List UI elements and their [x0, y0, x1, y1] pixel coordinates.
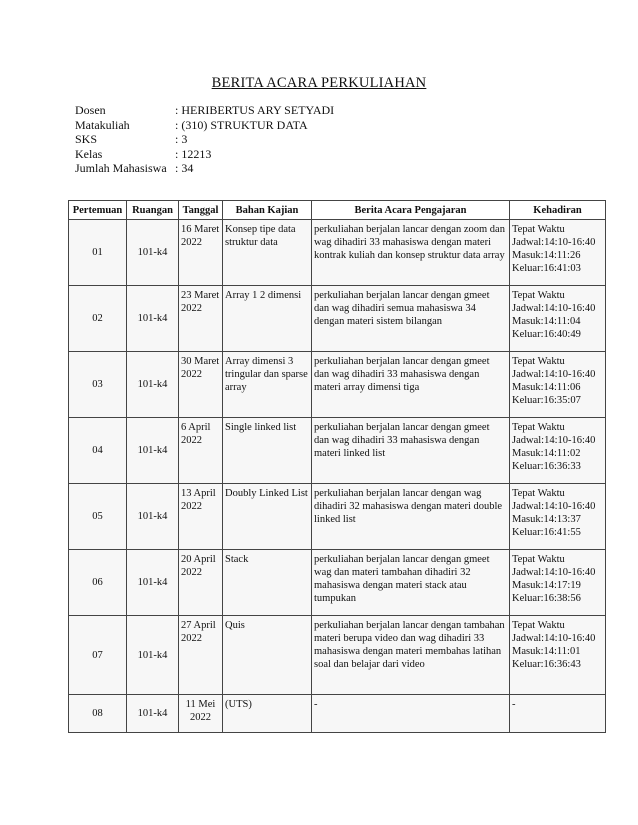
cell-tanggal: 16 Maret 2022	[179, 220, 223, 286]
column-header-ruangan: Ruangan	[127, 201, 179, 220]
cell-bahan-kajian: Stack	[223, 550, 312, 616]
kehadiran-keluar: Keluar:16:35:07	[512, 395, 581, 406]
kehadiran-status: Tepat Waktu	[512, 224, 565, 235]
column-header-berita-acara: Berita Acara Pengajaran	[312, 201, 510, 220]
cell-bahan-kajian: Quis	[223, 616, 312, 695]
cell-kehadiran	[510, 550, 606, 616]
kehadiran-jadwal: Jadwal:14:10-16:40	[512, 369, 596, 380]
cell-pertemuan: 04	[69, 418, 127, 484]
cell-berita-acara: perkuliahan berjalan lancar dengan gmeet wag dan materi tambahan dihadiri 32 mahasiswa dengan materi stack atau tumpukan	[312, 550, 510, 616]
cell-berita-acara: perkuliahan berjalan lancar dengan tambahan materi berupa video dan wag dihadiri 33 mahasiswa dengan materi membahas latihan soal dan belajar dari video	[312, 616, 510, 695]
info-value: : 3	[175, 132, 188, 146]
kehadiran-status: Tepat Waktu	[512, 290, 565, 301]
info-row-dosen	[75, 103, 334, 118]
cell-pertemuan: 06	[69, 550, 127, 616]
info-label: SKS	[75, 132, 98, 146]
kehadiran-masuk: Masuk:14:11:02	[512, 448, 581, 459]
kehadiran-keluar: Keluar:16:36:43	[512, 659, 581, 670]
cell-kehadiran	[510, 616, 606, 695]
column-header-bahan-kajian: Bahan Kajian	[223, 201, 312, 220]
cell-berita-acara: perkuliahan berjalan lancar dengan gmeet dan wag dihadiri semua mahasiswa 34 dengan materi sistem bilangan	[312, 286, 510, 352]
info-label: Dosen	[75, 103, 106, 117]
kehadiran-jadwal: Jadwal:14:10-16:40	[512, 567, 596, 578]
table-row	[69, 286, 606, 352]
cell-tanggal: 23 Maret 2022	[179, 286, 223, 352]
cell-bahan-kajian: (UTS)	[223, 695, 312, 733]
cell-berita-acara: perkuliahan berjalan lancar dengan gmeet dan wag dihadiri 33 mahasiswa dengan materi linked list	[312, 418, 510, 484]
info-row-matakuliah	[75, 118, 334, 133]
cell-tanggal: 30 Maret 2022	[179, 352, 223, 418]
kehadiran-status: Tepat Waktu	[512, 488, 565, 499]
cell-pertemuan: 05	[69, 484, 127, 550]
kehadiran-jadwal: Jadwal:14:10-16:40	[512, 633, 596, 644]
kehadiran-masuk: Masuk:14:11:06	[512, 382, 581, 393]
kehadiran-keluar: Keluar:16:36:33	[512, 461, 581, 472]
course-info	[75, 103, 334, 176]
cell-ruangan: 101-k4	[127, 550, 179, 616]
kehadiran-masuk: Masuk:14:11:04	[512, 316, 581, 327]
cell-berita-acara: perkuliahan berjalan lancar dengan zoom dan wag dihadiri 33 mahasiswa dengan materi kontrak kuliah dan konsep struktur data array	[312, 220, 510, 286]
table-header-row	[69, 201, 606, 220]
attendance-table	[68, 200, 606, 733]
cell-pertemuan: 03	[69, 352, 127, 418]
cell-tanggal: 6 April 2022	[179, 418, 223, 484]
kehadiran-jadwal: Jadwal:14:10-16:40	[512, 303, 596, 314]
table-row	[69, 220, 606, 286]
kehadiran-masuk: Masuk:14:13:37	[512, 514, 581, 525]
info-row-sks	[75, 132, 334, 147]
kehadiran-keluar: Keluar:16:38:56	[512, 593, 581, 604]
cell-ruangan: 101-k4	[127, 695, 179, 733]
info-value: : 34	[175, 161, 194, 175]
table-row	[69, 484, 606, 550]
kehadiran-jadwal: Jadwal:14:10-16:40	[512, 237, 596, 248]
cell-kehadiran	[510, 286, 606, 352]
table-row	[69, 616, 606, 695]
cell-kehadiran	[510, 484, 606, 550]
kehadiran-status: Tepat Waktu	[512, 356, 565, 367]
table-row	[69, 695, 606, 733]
cell-ruangan: 101-k4	[127, 418, 179, 484]
kehadiran-masuk: Masuk:14:11:26	[512, 250, 581, 261]
info-label: Kelas	[75, 146, 103, 161]
cell-tanggal: 13 April 2022	[179, 484, 223, 550]
table-row	[69, 352, 606, 418]
cell-tanggal: 27 April 2022	[179, 616, 223, 695]
cell-kehadiran	[510, 418, 606, 484]
cell-tanggal: 20 April 2022	[179, 550, 223, 616]
kehadiran-status: Tepat Waktu	[512, 554, 565, 565]
info-value: : (310) STRUKTUR DATA	[175, 117, 308, 132]
kehadiran-jadwal: Jadwal:14:10-16:40	[512, 435, 596, 446]
cell-pertemuan: 07	[69, 616, 127, 695]
cell-kehadiran	[510, 220, 606, 286]
column-header-kehadiran: Kehadiran	[510, 201, 606, 220]
cell-pertemuan: 01	[69, 220, 127, 286]
cell-pertemuan: 02	[69, 286, 127, 352]
page-title: BERITA ACARA PERKULIAHAN	[211, 75, 427, 91]
cell-pertemuan: 08	[69, 695, 127, 733]
table-row	[69, 418, 606, 484]
info-label: Jumlah Mahasiswa	[75, 161, 167, 175]
cell-bahan-kajian: Array dimensi 3 tringular dan sparse array	[223, 352, 312, 418]
cell-berita-acara: -	[312, 695, 510, 733]
cell-berita-acara: perkuliahan berjalan lancar dengan gmeet dan wag dihadiri 33 mahasiswa dengan materi array dimensi tiga	[312, 352, 510, 418]
kehadiran-jadwal: Jadwal:14:10-16:40	[512, 501, 596, 512]
cell-kehadiran	[510, 695, 606, 733]
info-row-jumlah	[75, 161, 334, 176]
cell-ruangan: 101-k4	[127, 352, 179, 418]
kehadiran-status: -	[512, 699, 516, 710]
kehadiran-status: Tepat Waktu	[512, 422, 565, 433]
column-header-tanggal: Tanggal	[179, 201, 223, 220]
cell-tanggal: 11 Mei 2022	[179, 695, 223, 733]
cell-berita-acara: perkuliahan berjalan lancar dengan wag dihadiri 32 mahasiswa dengan materi double linked list	[312, 484, 510, 550]
info-row-kelas	[75, 147, 334, 162]
kehadiran-keluar: Keluar:16:40:49	[512, 329, 581, 340]
cell-ruangan: 101-k4	[127, 286, 179, 352]
kehadiran-masuk: Masuk:14:17:19	[512, 580, 581, 591]
cell-ruangan: 101-k4	[127, 616, 179, 695]
info-value: : HERIBERTUS ARY SETYADI	[175, 103, 335, 117]
kehadiran-masuk: Masuk:14:11:01	[512, 646, 581, 657]
cell-ruangan: 101-k4	[127, 220, 179, 286]
info-value: : 12213	[175, 146, 212, 161]
kehadiran-keluar: Keluar:16:41:55	[512, 527, 581, 538]
cell-ruangan: 101-k4	[127, 484, 179, 550]
cell-bahan-kajian: Array 1 2 dimensi	[223, 286, 312, 352]
table-row	[69, 550, 606, 616]
cell-bahan-kajian: Konsep tipe data struktur data	[223, 220, 312, 286]
info-label: Matakuliah	[75, 117, 130, 132]
cell-bahan-kajian: Single linked list	[223, 418, 312, 484]
kehadiran-status: Tepat Waktu	[512, 620, 565, 631]
kehadiran-keluar: Keluar:16:41:03	[512, 263, 581, 274]
cell-bahan-kajian: Doubly Linked List	[223, 484, 312, 550]
cell-kehadiran	[510, 352, 606, 418]
column-header-pertemuan: Pertemuan	[69, 201, 127, 220]
